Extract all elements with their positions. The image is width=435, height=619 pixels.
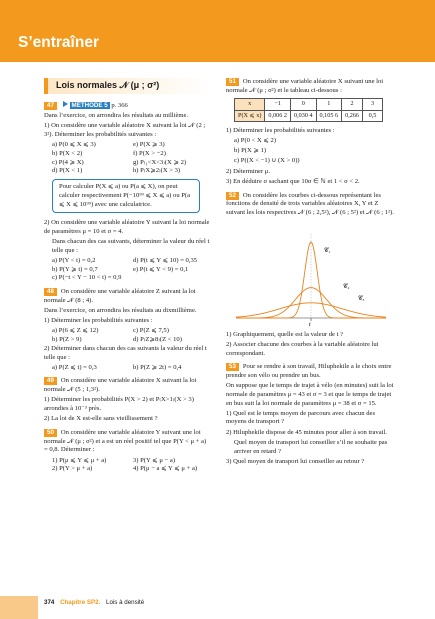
- exercise-number: 53: [226, 363, 239, 371]
- list-item: e) P(t ⩽ Y < 9) = 0,1: [133, 265, 189, 273]
- list-item: b) P(Z > 9): [52, 336, 82, 344]
- table-row: [235, 99, 383, 110]
- table-cell: 0,006 2: [265, 110, 291, 121]
- table-cell: 0: [290, 99, 316, 110]
- question: 1) Déterminer les probabilités P(X > 2) et P₍X>1₎(X > 3) arrondies à 10⁻³ près.: [44, 396, 194, 413]
- exercise-number: 52: [226, 192, 239, 200]
- exercise-52: [226, 192, 396, 359]
- exercise-intro: On suppose que le temps de trajet à vélo (en minutes) suit la loi normale de paramètres μ = 43 et σ = 3 et que le temps de trajet en bus suit la loi normale de paramètres μ = 38 et σ = 15.: [226, 382, 394, 407]
- list-item: a) P(6 ⩽ Z ⩽ 12): [52, 327, 99, 335]
- exercise-intro: Dans l’exercice, on arrondira les résultats au dixmillième.: [44, 307, 197, 315]
- methode-page: p. 366: [111, 102, 128, 109]
- list-item: a) P(Y < t) = 0,2: [52, 257, 96, 265]
- axis-t-label: t: [309, 321, 311, 327]
- answer-list: [226, 137, 396, 166]
- exercise-number: 47: [44, 102, 57, 110]
- question: 2) Déterminer μ.: [226, 167, 270, 175]
- table-cell: x: [235, 99, 265, 110]
- answer-grid: [44, 457, 210, 474]
- list-item: c) P(−t < Y − 10 < t) = 0,9: [52, 274, 122, 282]
- table-row: [235, 110, 383, 121]
- exercise-intro: Dans l’exercice, on arrondira les résultats au millième.: [44, 112, 189, 120]
- list-item: f) P(X > −2): [133, 150, 166, 158]
- list-item: 3) P(Y ⩽ μ − a): [133, 456, 176, 464]
- table-cell: P(X ⩽ x): [235, 110, 265, 121]
- list-item: d) P(X < 1): [52, 167, 83, 175]
- exercise-number: 51: [226, 78, 239, 86]
- density-curves-figure: [236, 222, 386, 327]
- exercise-intro: On considère une variable aléatoire X suivant la loi normale 𝒩 (5 ; 1,3²).: [44, 377, 197, 394]
- question: 2) La loi de X est-elle sans vieillissement ?: [44, 415, 158, 423]
- list-item: e) P(X ⩾ 3): [133, 141, 165, 149]
- list-item: a) P(Z ⩽ t) = 0,3: [52, 363, 97, 371]
- page-number: 374: [44, 599, 55, 606]
- list-item: b) P(Y ⩾ t) = 0,7: [52, 265, 98, 273]
- list-item: h) P₍X⩾2₎(X > 3): [133, 167, 181, 175]
- curve-label: 𝒞₂: [343, 283, 350, 290]
- exercise-48: [44, 288, 210, 372]
- exercise-intro: On considère les courbes ci-dessous représentant les fonctions de densité de trois variables aléatoires X, Y et Z suivant les lois respectives 𝒩 (6 ; 2,5²), 𝒩 (6 ; 5²) et 𝒩 (6 ; 1²).: [226, 191, 394, 216]
- exercise-50: [44, 429, 210, 474]
- list-item: b) P(X < 2): [52, 150, 83, 158]
- curve-label: 𝒞₁: [324, 247, 331, 254]
- question: 1) Graphiquement, quelle est la valeur de t ?: [226, 330, 343, 338]
- question: 2) Hiluphekile dispose de 45 minutes pour aller à son travail.: [226, 428, 387, 436]
- question: 1) Déterminer les probabilités suivantes :: [226, 126, 335, 134]
- page-footer: [44, 599, 144, 607]
- table-cell: 0,105 6: [316, 110, 342, 121]
- exercise-intro: On considère une variable aléatoire Y suivant une loi normale 𝒩 (μ ; σ²) et a est un réel positif tel que P(Y < μ + a) = 0,8. Déterminer :: [44, 429, 207, 454]
- list-item: c) P((X < −1) ∪ (X > 0)): [234, 157, 300, 165]
- question: 3) Quel moyen de transport lui conseiller au retour ?: [226, 457, 365, 465]
- list-item: c) P(4 ⩾ X): [52, 158, 84, 166]
- question: 3) En déduire σ sachant que 10σ ∈ ℕ et 1 < σ < 2.: [226, 177, 360, 185]
- list-item: g) P₍₁<X<3₎(X ⩾ 2): [133, 158, 187, 166]
- methode-label: MÉTHODE 5: [71, 102, 108, 109]
- curve-label: 𝒞₃: [358, 295, 365, 302]
- arrow-icon: [63, 101, 68, 107]
- exercise-number: 48: [44, 288, 57, 296]
- question: 2) Déterminer dans chacun des cas suivants la valeur du réel t telle que :: [44, 344, 207, 361]
- header-banner: [0, 0, 435, 62]
- left-column: [44, 78, 210, 479]
- list-item: c) P(Z ⩽ 7,5): [133, 327, 169, 335]
- exercise-53: [226, 363, 396, 466]
- question: 1) Déterminer les probabilités suivantes :: [44, 317, 153, 325]
- list-item: d) P(t ⩽ Y ⩽ 10) = 0,35: [133, 257, 198, 265]
- list-item: a) P(0 ⩽ X ⩽ 3): [52, 141, 96, 149]
- exercise-number: 50: [44, 429, 57, 437]
- table-cell: 0,030 4: [290, 110, 316, 121]
- table-cell: 3: [363, 99, 383, 110]
- table-cell: −1: [265, 99, 291, 110]
- section-heading: [44, 78, 210, 94]
- list-item: 1) P(μ ⩽ Y ⩽ μ + a): [52, 456, 107, 464]
- table-cell: 0,5: [363, 110, 383, 121]
- section-title: Lois normales 𝒩 (μ ; σ²): [56, 80, 160, 91]
- exercise-51: [226, 78, 396, 187]
- probability-table: [234, 98, 383, 121]
- info-text: Pour calculer P(X ⩽ a) ou P(a ⩽ X), on peut calculer respectivement P(−10⁹⁹ ⩽ X ⩽ a) ou P(a ⩽ X ⩽ 10⁹⁹) avec une calculatrice.: [59, 183, 191, 208]
- list-item: d) P₍Z⩾8₎(Z < 10): [133, 336, 182, 344]
- answer-grid: [44, 364, 210, 373]
- list-item: a) P(0 < X ⩽ 2): [234, 136, 277, 144]
- methode-link[interactable]: [63, 101, 110, 110]
- question: 2) On considère une variable aléatoire Y suivant la loi normale de paramètres μ = 10 et σ = 4.: [44, 219, 210, 235]
- list-item: b) P(Z ⩾ 2t) = 0,4: [133, 363, 182, 371]
- table-cell: 1: [316, 99, 342, 110]
- question: 1) On considère une variable aléatoire X suivant la loi 𝒩 (2 ; 3²). Déterminer les probabilités suivantes :: [44, 122, 206, 139]
- table-cell: 0,266: [342, 110, 363, 121]
- right-column: [226, 78, 396, 471]
- question: 2) Associer chacune des courbes à la variable aléatoire lui correspondant.: [226, 340, 379, 357]
- table-cell: 2: [342, 99, 363, 110]
- list-item: 2) P(Y > μ + a): [52, 465, 93, 473]
- answer-grid: [44, 327, 210, 344]
- question-text: Dans chacun des cas suivants, déterminer la valeur du réel t telle que :: [52, 238, 210, 254]
- exercise-intro: Pour se rendre à son travail, Hiluphekile a le choix entre prendre son vélo ou prendre un bus.: [226, 363, 392, 379]
- exercise-49: [44, 377, 210, 424]
- list-item: 4) P(μ − a ⩽ Y ⩽ μ + a): [133, 465, 198, 473]
- info-box: [52, 179, 200, 213]
- page-title: S’entraîner: [18, 34, 99, 51]
- exercise-intro: On considère une variable aléatoire Z suivant la loi normale 𝒩 (8 ; 4).: [44, 288, 196, 304]
- question: 1) Quel est le temps moyen de parcours avec chacun des moyens de transport ?: [226, 409, 376, 426]
- list-item: b) P(X ⩾ 1): [234, 147, 267, 155]
- question-text: Quel moyen de transport lui conseiller s’il ne souhaite pas arriver en retard ?: [234, 438, 388, 455]
- answer-grid: [44, 257, 210, 283]
- exercise-number: 49: [44, 377, 57, 385]
- exercise-intro: On considère une variable aléatoire X suivant une loi normale 𝒩 (μ ; σ²) et le tableau ci-dessous :: [226, 78, 384, 94]
- footer-tab: [0, 596, 38, 619]
- chapter-label: Chapitre SP2.: [60, 599, 101, 606]
- exercise-47: [44, 101, 210, 283]
- chapter-title: Lois à densité: [106, 599, 145, 606]
- answer-grid: [44, 141, 210, 176]
